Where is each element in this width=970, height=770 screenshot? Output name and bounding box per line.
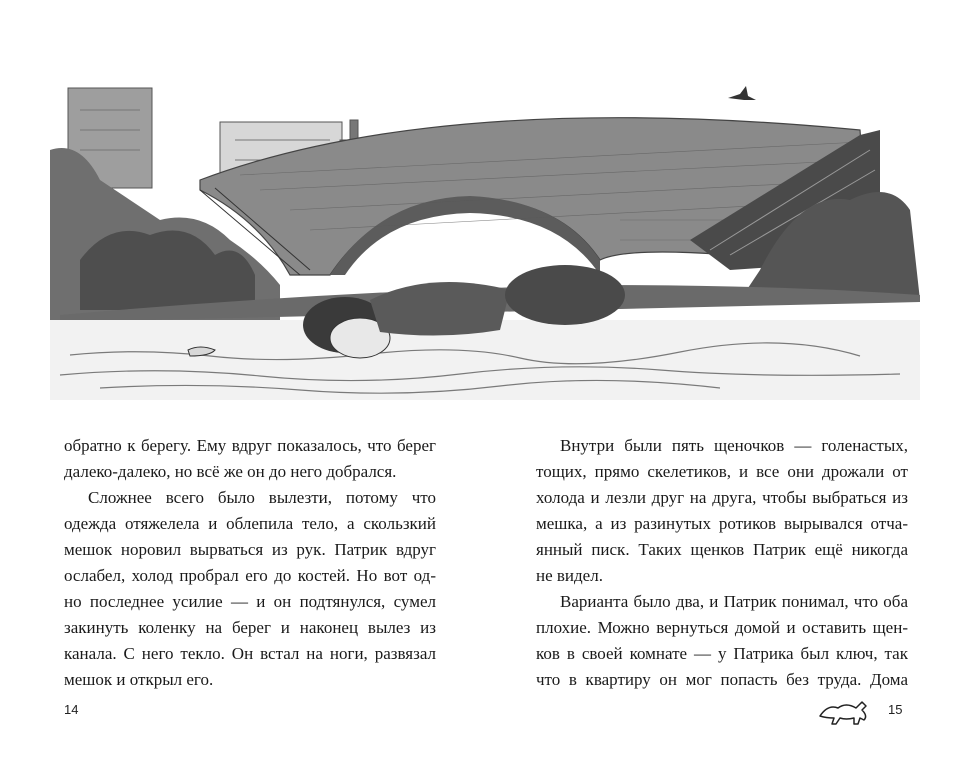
- paragraph: [64, 485, 436, 693]
- text-line: канала. С него текло. Он встал на ноги, развязал: [64, 644, 436, 663]
- text-line: тощих, прямо скелетиков, и все они дрожали от: [536, 462, 908, 481]
- text-line: Внутри были пять щеночков — голенастых,: [560, 436, 908, 455]
- text-line: обратно к берегу. Ему вдруг показалось, что берег: [64, 436, 436, 455]
- text-line: закинуть коленку на берег и наконец вылез из: [64, 618, 436, 637]
- text-line: мешка, а из разинутых ротиков вырывался отча-: [536, 514, 908, 533]
- paragraph: [536, 433, 908, 589]
- text-line: мешок норовил вырваться из рук. Патрик вдруг: [64, 540, 436, 559]
- dog-icon: [816, 694, 872, 728]
- text-line: холода и лезли друг на друга, чтобы выбраться из: [536, 488, 908, 507]
- bridge-canal-illustration: [40, 70, 930, 400]
- text-line: ослабел, холод пробрал его до костей. Но вот од-: [64, 566, 436, 585]
- page-number-right: 15: [888, 702, 903, 717]
- text-line: янный писк. Таких щенков Патрик ещё никогда: [536, 540, 908, 559]
- text-line: одежда отяжелела и облепила тело, а скользкий: [64, 514, 436, 533]
- right-page-text: [536, 433, 908, 693]
- text-line: ков в своей комнате — у Патрика был ключ, так: [536, 644, 908, 663]
- left-page-text: [64, 433, 436, 693]
- paragraph: [64, 433, 436, 485]
- text-line: плохие. Можно вернуться домой и оставить щен-: [536, 618, 908, 637]
- text-line: далеко-далеко, но всё же он до него добрался.: [64, 462, 397, 481]
- text-line: но последнее усилие — и он подтянулся, сумел: [64, 592, 436, 611]
- text-line: Варианта было два, и Патрик понимал, что оба: [560, 592, 908, 611]
- paragraph: [536, 589, 908, 693]
- text-line: мешок и открыл его.: [64, 670, 214, 689]
- page-number-left: 14: [64, 702, 79, 717]
- text-line: Сложнее всего было вылезти, потому что: [88, 488, 436, 507]
- text-line: что в квартиру он мог попасть без труда. Дома: [536, 670, 908, 689]
- text-line: не видел.: [536, 566, 603, 585]
